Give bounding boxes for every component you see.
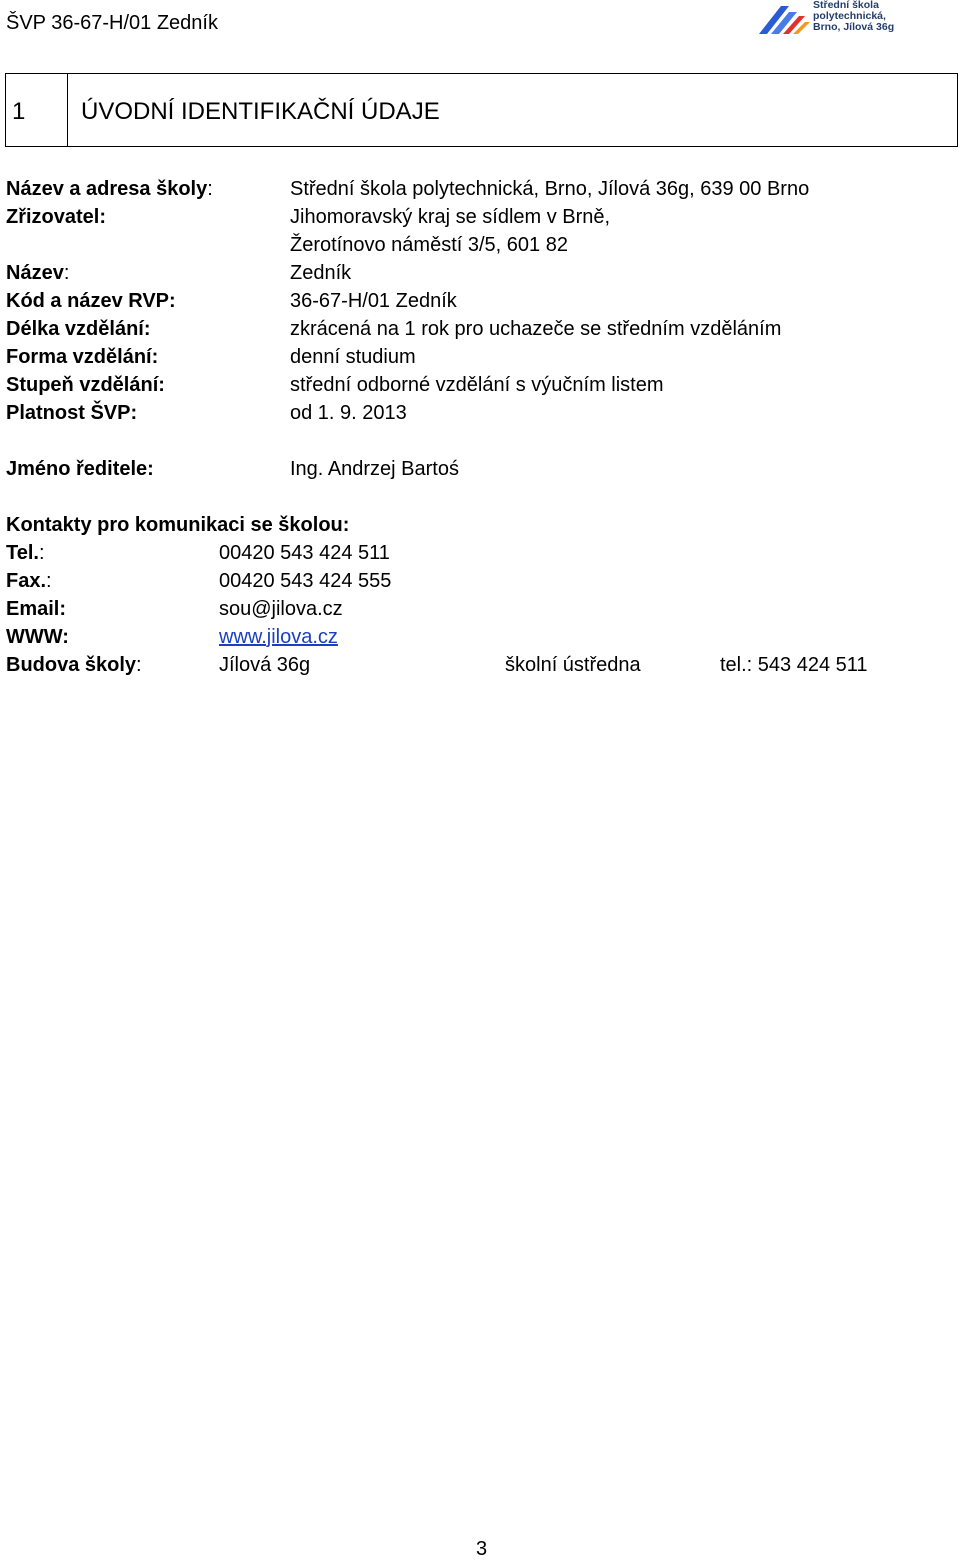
- tel-label-colon: :: [38, 542, 45, 564]
- fax-value: 00420 543 424 555: [219, 570, 392, 592]
- level-value: střední odborné vzdělání s výučním listem: [290, 374, 664, 396]
- school-label-colon: :: [207, 178, 213, 200]
- building-label: [6, 654, 142, 676]
- logo-wordmark: [813, 0, 894, 33]
- building-value: Jílová 36g: [219, 654, 311, 676]
- name-label: [6, 262, 69, 284]
- section-number-cell: [6, 74, 68, 146]
- logo-line-3: Brno, Jílová 36g: [813, 21, 895, 33]
- fax-label: [6, 570, 52, 592]
- rvp-value: 36-67-H/01 Zedník: [290, 290, 457, 312]
- director-value: Ing. Andrzej Bartoś: [290, 458, 459, 480]
- name-label-text: Název: [6, 262, 64, 284]
- director-label: Jméno ředitele:: [6, 458, 154, 480]
- form-value: denní studium: [290, 346, 416, 368]
- founder-label: Zřizovatel:: [6, 206, 107, 228]
- length-label: Délka vzdělání:: [6, 318, 151, 340]
- tel-label-text: Tel.: [6, 542, 39, 564]
- school-label-text: Název a adresa školy: [6, 178, 208, 200]
- www-label: WWW:: [6, 626, 69, 648]
- founder-value-line1: Jihomoravský kraj se sídlem v Brně,: [290, 206, 611, 228]
- section-number: 1: [12, 98, 26, 125]
- switchboard-value: tel.: 543 424 511: [720, 654, 868, 676]
- logo-stripes-icon: [755, 0, 811, 40]
- fax-label-text: Fax.: [6, 570, 47, 592]
- school-logo: [755, 0, 915, 40]
- form-label: Forma vzdělání:: [6, 346, 159, 368]
- school-value: Střední škola polytechnická, Brno, Jílová 36g, 639 00 Brno: [290, 178, 810, 200]
- document-header-title: ŠVP 36-67-H/01 Zedník: [6, 12, 218, 34]
- rvp-label: Kód a název RVP:: [6, 290, 176, 312]
- founder-value-line2: Žerotínovo náměstí 3/5, 601 82: [290, 234, 568, 256]
- building-label-colon: :: [136, 654, 142, 676]
- tel-value: 00420 543 424 511: [219, 542, 390, 564]
- school-label: [6, 178, 213, 200]
- page-number: 3: [476, 1538, 488, 1560]
- building-label-text: Budova školy: [6, 654, 137, 676]
- email-value: sou@jilova.cz: [219, 598, 343, 620]
- length-value: zkrácená na 1 rok pro uchazeče se středním vzděláním: [290, 318, 782, 340]
- logo-line-2: polytechnická,: [813, 10, 886, 22]
- section-title: ÚVODNÍ IDENTIFIKAČNÍ ÚDAJE: [81, 98, 440, 125]
- level-label: Stupeň vzdělání:: [6, 374, 165, 396]
- tel-label: [6, 542, 45, 564]
- switchboard-label: školní ústředna: [505, 654, 641, 676]
- website-link[interactable]: www.jilova.cz: [219, 626, 338, 648]
- name-label-colon: :: [63, 262, 70, 284]
- section-heading-box: [5, 73, 958, 147]
- email-label: Email:: [6, 598, 67, 620]
- fax-label-colon: :: [46, 570, 52, 592]
- logo-line-1: Střední škola: [813, 0, 879, 11]
- validity-label: Platnost ŠVP:: [6, 402, 138, 424]
- validity-value: od 1. 9. 2013: [290, 402, 407, 424]
- name-value: Zedník: [290, 262, 352, 284]
- contacts-heading: Kontakty pro komunikaci se školou:: [6, 514, 350, 536]
